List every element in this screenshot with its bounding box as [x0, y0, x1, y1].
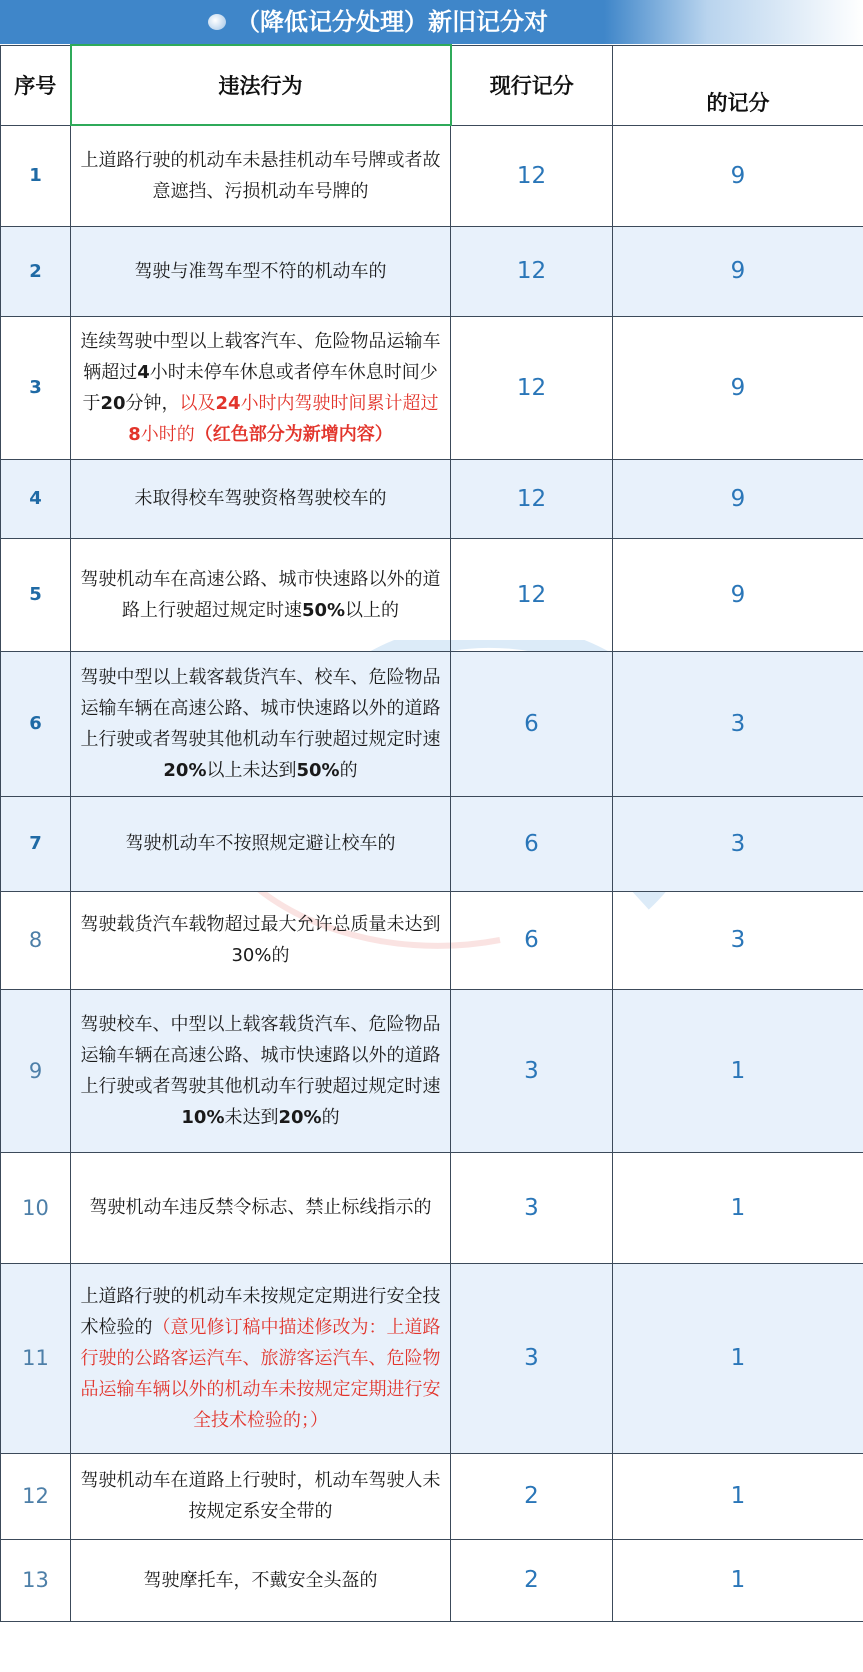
row-act: 上道路行驶的机动车未按规定定期进行安全技术检验的（意见修订稿中描述修改为：上道路行驶的公路客运汽车、旅游客运汽车、危险物品运输车辆以外的机动车未按规定定期进行安全技术检验的；） — [71, 1263, 451, 1453]
table-row — [1, 1263, 863, 1453]
page-title: （降低记分处理）新旧记分对 — [236, 8, 548, 36]
points-comparison-table — [0, 44, 863, 1622]
row-current: 6 — [451, 891, 613, 989]
header-current-points: 现行记分 — [451, 45, 613, 125]
row-new: 1 — [613, 1263, 863, 1453]
row-new: 9 — [613, 226, 863, 316]
row-new: 9 — [613, 459, 863, 538]
table-row — [1, 538, 863, 651]
row-act: 未取得校车驾驶资格驾驶校车的 — [71, 459, 451, 538]
row-no: 5 — [1, 538, 71, 651]
title-bar — [0, 0, 863, 44]
row-current: 2 — [451, 1453, 613, 1539]
row-act: 驾驶校车、中型以上载客载货汽车、危险物品运输车辆在高速公路、城市快速路以外的道路上行驶或者驾驶其他机动车行驶超过规定时速10%未达到20%的 — [71, 989, 451, 1152]
row-current: 12 — [451, 226, 613, 316]
row-no: 13 — [1, 1539, 71, 1621]
table-row — [1, 226, 863, 316]
row-current: 3 — [451, 1152, 613, 1263]
table-row — [1, 316, 863, 459]
row-current: 2 — [451, 1539, 613, 1621]
table-row — [1, 891, 863, 989]
row-no: 3 — [1, 316, 71, 459]
row-act: 驾驶机动车不按照规定避让校车的 — [71, 796, 451, 891]
row-act: 驾驶机动车违反禁令标志、禁止标线指示的 — [71, 1152, 451, 1263]
row-act: 连续驾驶中型以上载客汽车、危险物品运输车辆超过4小时未停车休息或者停车休息时间少于20分钟，以及24小时内驾驶时间累计超过8小时的（红色部分为新增内容） — [71, 316, 451, 459]
row-new: 1 — [613, 989, 863, 1152]
row-no: 6 — [1, 651, 71, 796]
row-new: 1 — [613, 1152, 863, 1263]
row-no: 11 — [1, 1263, 71, 1453]
row-act: 驾驶摩托车，不戴安全头盔的 — [71, 1539, 451, 1621]
row-no: 7 — [1, 796, 71, 891]
row-act: 驾驶机动车在高速公路、城市快速路以外的道路上行驶超过规定时速50%以上的 — [71, 538, 451, 651]
row-act: 上道路行驶的机动车未悬挂机动车号牌或者故意遮挡、污损机动车号牌的 — [71, 125, 451, 226]
row-new: 9 — [613, 125, 863, 226]
row-current: 12 — [451, 316, 613, 459]
row-new: 9 — [613, 538, 863, 651]
table-row — [1, 1453, 863, 1539]
table-header-row — [1, 45, 863, 125]
row-new: 3 — [613, 796, 863, 891]
row-no: 1 — [1, 125, 71, 226]
header-new-points: 的记分 — [613, 45, 863, 125]
row-new: 3 — [613, 891, 863, 989]
row-act: 驾驶中型以上载客载货汽车、校车、危险物品运输车辆在高速公路、城市快速路以外的道路上行驶或者驾驶其他机动车行驶超过规定时速20%以上未达到50%的 — [71, 651, 451, 796]
row-current: 6 — [451, 796, 613, 891]
row-no: 8 — [1, 891, 71, 989]
table-row — [1, 651, 863, 796]
row-new: 9 — [613, 316, 863, 459]
header-no: 序号 — [1, 45, 71, 125]
row-current: 12 — [451, 459, 613, 538]
table-row — [1, 125, 863, 226]
table-row — [1, 1152, 863, 1263]
table-row — [1, 796, 863, 891]
table-row — [1, 1539, 863, 1621]
row-no: 12 — [1, 1453, 71, 1539]
row-act: 驾驶与准驾车型不符的机动车的 — [71, 226, 451, 316]
row-current: 3 — [451, 989, 613, 1152]
row-no: 4 — [1, 459, 71, 538]
row-no: 10 — [1, 1152, 71, 1263]
header-act: 违法行为 — [71, 45, 451, 125]
table-row — [1, 459, 863, 538]
row-current: 3 — [451, 1263, 613, 1453]
row-current: 12 — [451, 125, 613, 226]
row-act: 驾驶载货汽车载物超过最大允许总质量未达到30%的 — [71, 891, 451, 989]
title-badge-icon — [208, 14, 226, 30]
row-current: 6 — [451, 651, 613, 796]
row-no: 9 — [1, 989, 71, 1152]
row-act: 驾驶机动车在道路上行驶时，机动车驾驶人未按规定系安全带的 — [71, 1453, 451, 1539]
row-current: 12 — [451, 538, 613, 651]
row-new: 1 — [613, 1453, 863, 1539]
row-new: 3 — [613, 651, 863, 796]
row-no: 2 — [1, 226, 71, 316]
table-row — [1, 989, 863, 1152]
row-new: 1 — [613, 1539, 863, 1621]
